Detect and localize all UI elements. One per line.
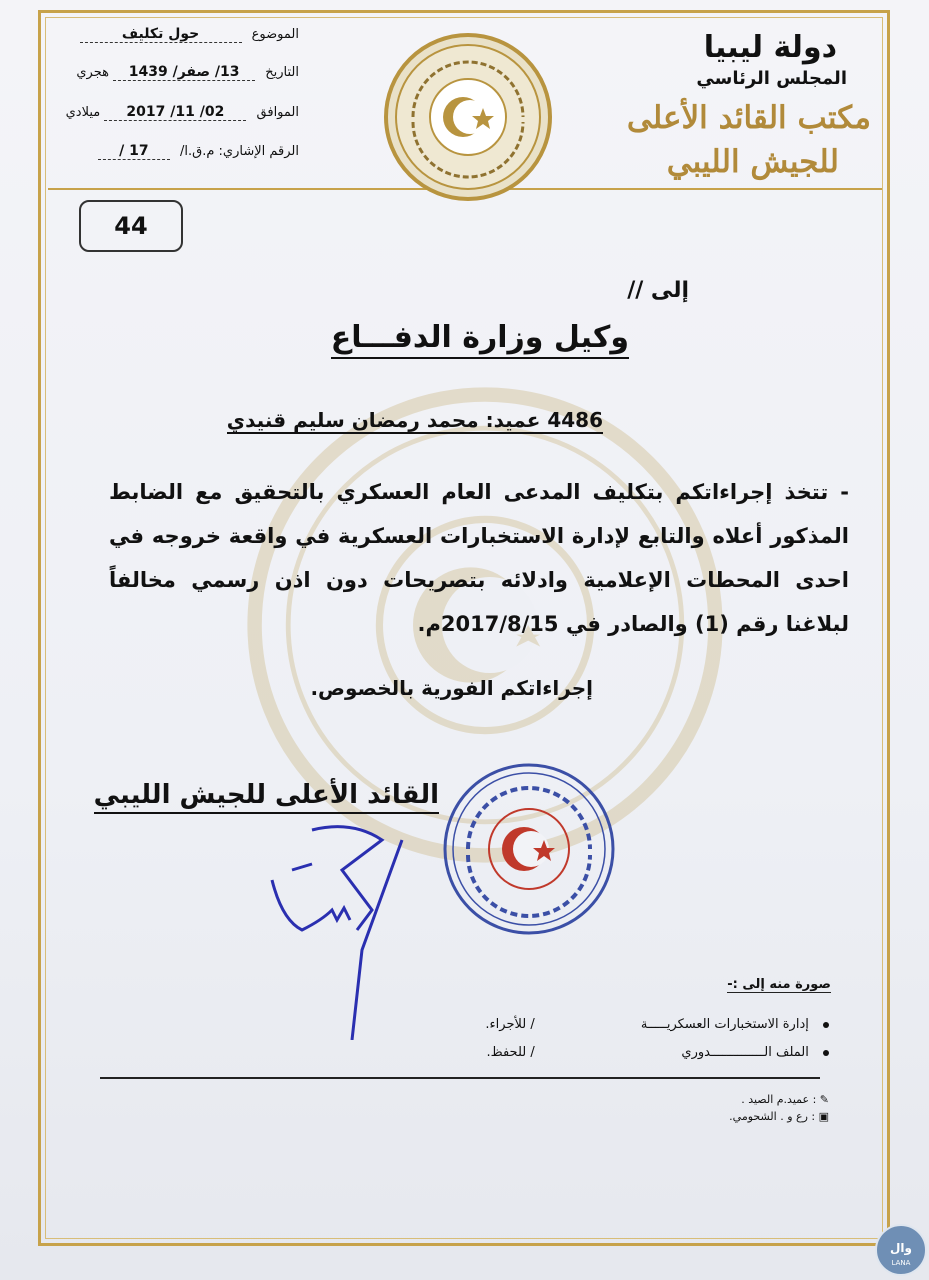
document-number-box: 44 xyxy=(79,200,183,252)
prepared-by-line xyxy=(741,1093,829,1106)
distribution-action: / للحفظ. xyxy=(486,1045,535,1060)
recipient-title: وكيل وزارة الدفـــاع xyxy=(331,320,629,359)
hijri-suffix: هجري xyxy=(76,65,109,80)
council-name: المجلس الرئاسي xyxy=(696,68,847,89)
army-name: للجيش الليبي xyxy=(666,144,839,180)
distribution-item xyxy=(487,1045,830,1060)
reference-label: الرقم الإشاري: م.ق.ا/ xyxy=(180,144,299,159)
svg-text:وال: وال xyxy=(890,1241,912,1255)
news-agency-logo xyxy=(875,1224,927,1276)
subject-person: 4486 عميد: محمد رمضان سليم قنيدي xyxy=(226,408,603,432)
signer-title: القائد الأعلى للجيش الليبي xyxy=(94,780,439,814)
subject-label: الموضوع xyxy=(251,27,299,42)
keyboard-icon: ▣ xyxy=(818,1110,829,1123)
hijri-label: التاريخ xyxy=(265,65,299,80)
gregorian-label: الموافق xyxy=(256,105,299,120)
distribution-name: إدارة الاستخبارات العسكريـــــة xyxy=(640,1017,809,1032)
presidential-council-seal xyxy=(383,32,553,202)
subject-field xyxy=(80,26,299,43)
hijri-date-field xyxy=(76,64,299,81)
letter-body: - تتخذ إجراءاتكم بتكليف المدعى العام العسكري بالتحقيق مع الضابط المذكور أعلاه والتابع لإدارة الاستخبارات العسكرية في واقعة خروجه في احدى المحطات الإعلامية وادلائه بتصريحات دون اذن رسمي مخالفاً لبلاغنا رقم (1) والصادر في 2017/8/15م. xyxy=(109,480,849,636)
state-name: دولة ليبيا xyxy=(703,30,837,65)
gregorian-value: 02/ 11/ 2017 xyxy=(104,104,246,121)
prepared-by-text: : عميد.م الصيد . xyxy=(741,1093,817,1106)
office-name: مكتب القائد الأعلى xyxy=(626,100,871,136)
svg-text:LANA: LANA xyxy=(891,1259,911,1267)
distribution-name: الملف الــــــــــــــدوري xyxy=(681,1045,809,1060)
gregorian-date-field xyxy=(66,104,299,121)
handwritten-signature xyxy=(262,800,472,1040)
typed-by-line xyxy=(729,1110,829,1123)
distribution-action: / للأجراء. xyxy=(485,1017,535,1032)
pen-icon: ✎ xyxy=(819,1093,829,1106)
subject-value: حول تكليف xyxy=(80,26,242,43)
reference-value: 17 / xyxy=(98,143,170,160)
closing-line: إجراءاتكم الفورية بالخصوص. xyxy=(310,676,593,700)
gregorian-suffix: ميلادي xyxy=(65,105,101,120)
footer-divider xyxy=(100,1077,820,1079)
hijri-value: 13/ صفر/ 1439 xyxy=(113,64,255,81)
typed-by-text: : رع و . الشحومي. xyxy=(729,1110,816,1123)
bullet-icon xyxy=(823,1050,829,1056)
distribution-label: صورة منه إلى :- xyxy=(727,977,831,992)
reference-field xyxy=(98,143,299,160)
distribution-item xyxy=(485,1017,829,1032)
bullet-icon xyxy=(823,1022,829,1028)
addressee-label: إلى // xyxy=(627,278,689,303)
